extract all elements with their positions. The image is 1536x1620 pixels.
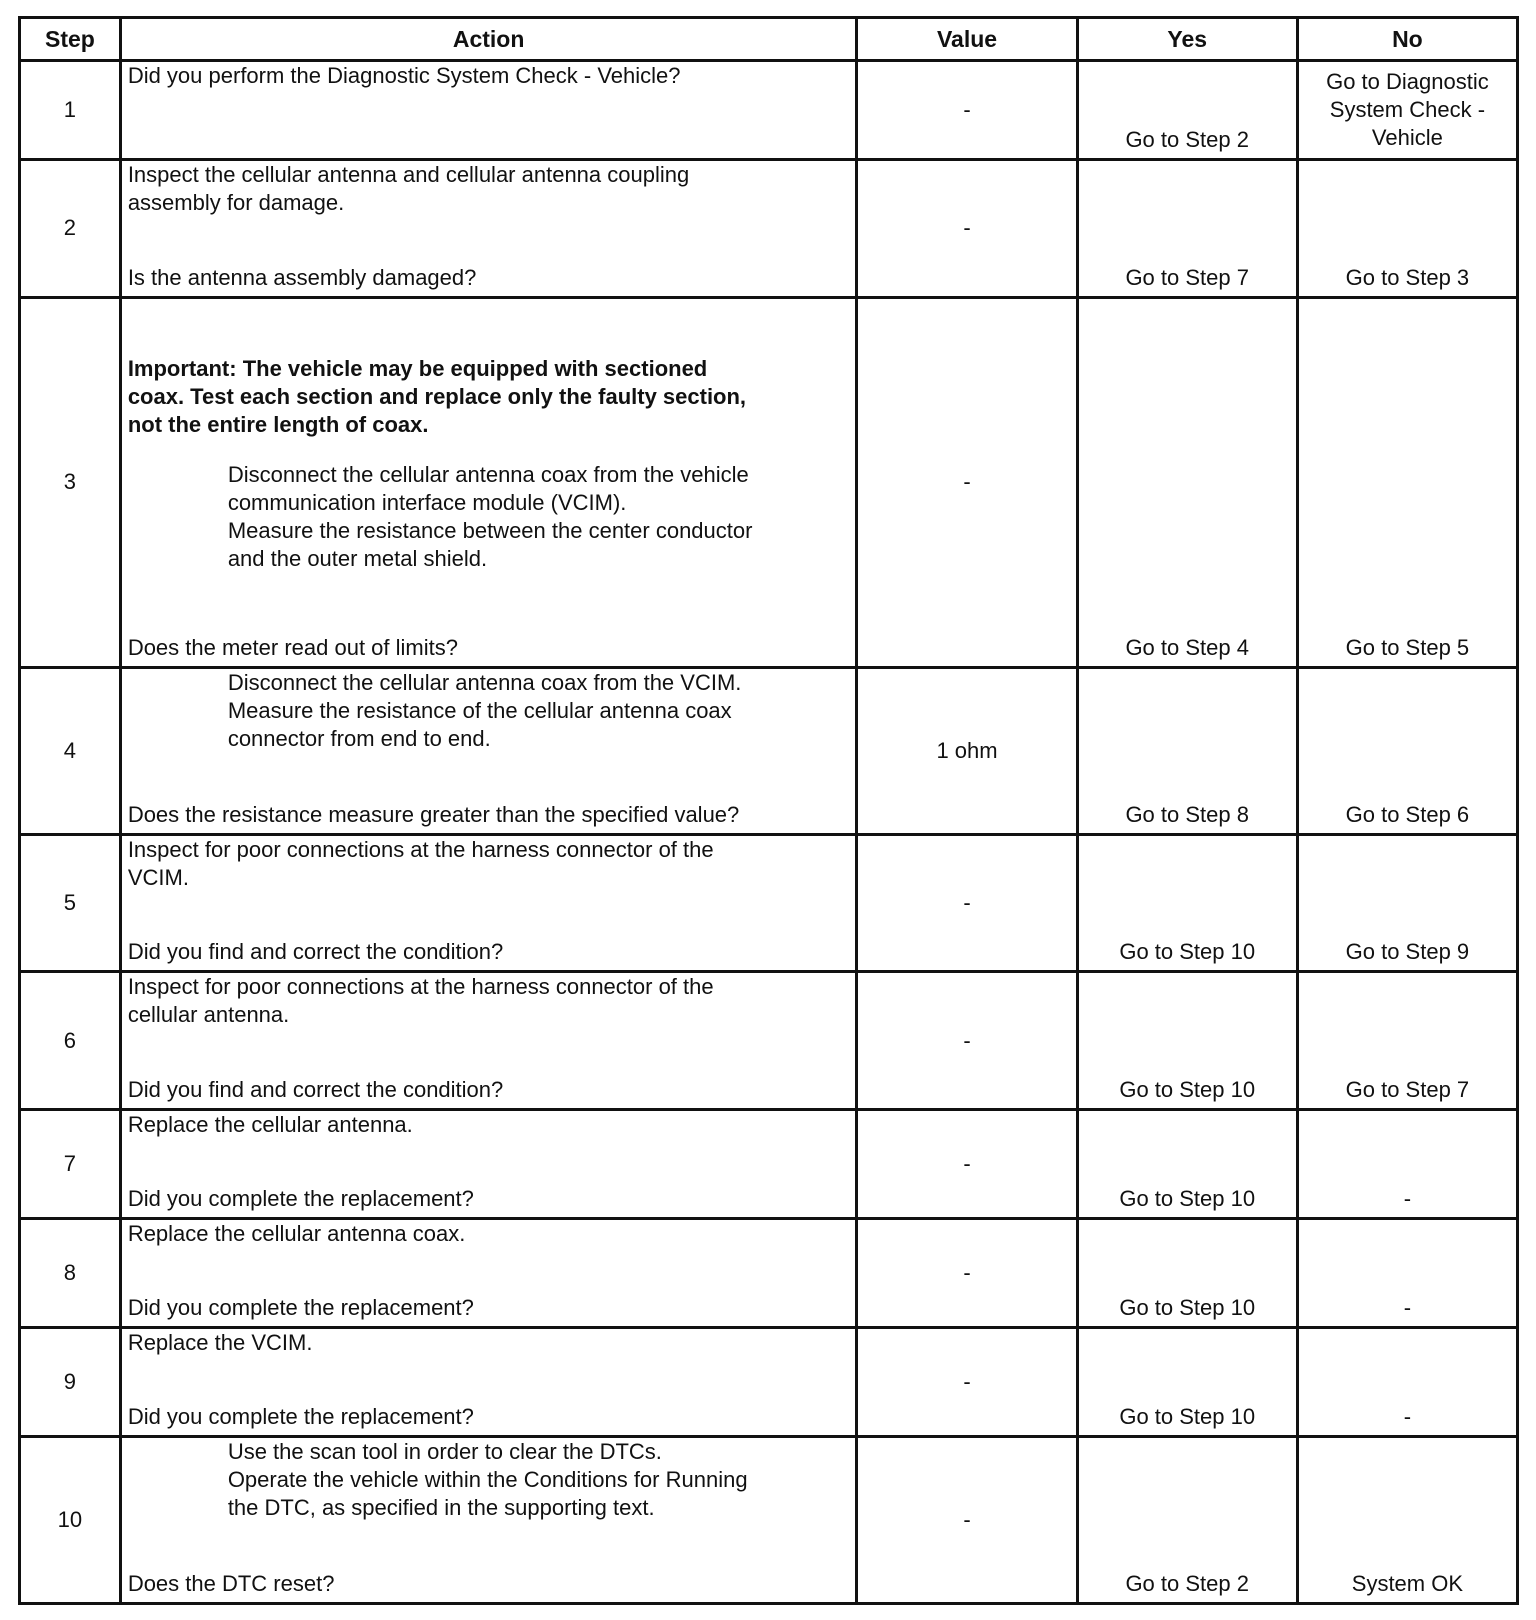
no-text-line: - [1403,1295,1412,1321]
no-text-line: System Check - [1329,96,1486,122]
yes-cell: Go to Step 10 [1077,1219,1297,1328]
table-row [20,834,1518,972]
yes-cell: Go to Step 10 [1077,972,1297,1110]
diagnostic-table [18,16,1519,1605]
table-row [20,1328,1518,1437]
action-cell [120,834,857,972]
table-row [20,972,1518,1110]
action-cell [120,972,857,1110]
action-cell [120,61,857,160]
procedure-steps [128,669,850,753]
yes-cell: Go to Step 10 [1077,1110,1297,1219]
value-cell: - [857,1110,1077,1219]
value-cell: - [857,297,1077,667]
value-cell: - [857,1437,1077,1604]
action-cell [120,1110,857,1219]
value-cell: - [857,61,1077,160]
no-text-line: Go to Step 6 [1345,801,1470,827]
value-cell: - [857,1328,1077,1437]
table-row [20,1110,1518,1219]
no-text-line: - [1403,1186,1412,1212]
important-note-line: not the entire length of coax. [127,411,429,437]
no-cell [1297,1328,1517,1437]
action-question: Did you complete the replacement? [127,1186,474,1212]
procedure-step-line: Operate the vehicle within the Conditions for Running [227,1467,748,1493]
action-cell [120,667,857,834]
procedure-step-line: Disconnect the cellular antenna coax from the VCIM. [227,669,742,695]
no-text-line: Go to Step 7 [1345,1077,1470,1103]
step-number: 7 [20,1110,121,1219]
no-cell [1297,297,1517,667]
no-text-line: - [1403,1404,1412,1430]
yes-column-header: Yes [1077,18,1297,61]
no-cell [1297,834,1517,972]
no-cell [1297,61,1517,160]
yes-cell: Go to Step 2 [1077,1437,1297,1604]
table-row [20,61,1518,160]
yes-cell: Go to Step 7 [1077,159,1297,297]
yes-cell: Go to Step 10 [1077,834,1297,972]
action-cell [120,1219,857,1328]
action-question: Does the meter read out of limits? [127,634,458,660]
no-text-line: Vehicle [1371,124,1443,150]
action-question: Did you complete the replacement? [127,1404,474,1430]
action-question: Did you find and correct the condition? [127,1077,504,1103]
table-row [20,159,1518,297]
table-row [20,667,1518,834]
action-cell [120,297,857,667]
procedure-step-line: Disconnect the cellular antenna coax from the vehicle [227,461,749,487]
yes-cell: Go to Step 8 [1077,667,1297,834]
step-column-header: Step [20,18,121,61]
action-question: Did you find and correct the condition? [127,939,504,965]
yes-cell: Go to Step 4 [1077,297,1297,667]
no-text-line: Go to Step 9 [1345,939,1470,965]
step-number: 3 [20,297,121,667]
step-number: 5 [20,834,121,972]
table-header-row [20,18,1518,61]
procedure-step-line: Measure the resistance of the cellular antenna coax [227,697,732,723]
step-number: 4 [20,667,121,834]
value-cell: - [857,972,1077,1110]
action-question: Does the resistance measure greater than the specified value? [127,801,740,827]
action-question: Did you complete the replacement? [127,1295,474,1321]
action-cell [120,1437,857,1604]
procedure-step-line: the DTC, as specified in the supporting text. [227,1495,655,1521]
step-number: 9 [20,1328,121,1437]
no-cell [1297,1110,1517,1219]
action-text-line: VCIM. [127,864,189,890]
no-cell [1297,159,1517,297]
value-cell: 1 ohm [857,667,1077,834]
action-text-line: Inspect for poor connections at the harness connector of the [127,836,714,862]
no-column-header: No [1297,18,1517,61]
action-text-line: Replace the VCIM. [127,1330,313,1356]
no-cell [1297,1437,1517,1604]
procedure-step-line: communication interface module (VCIM). [227,489,627,515]
table-row [20,1437,1518,1604]
step-number: 6 [20,972,121,1110]
procedure-step-line: Use the scan tool in order to clear the DTCs. [227,1439,662,1465]
value-cell: - [857,159,1077,297]
important-note-line: Important: The vehicle may be equipped with sectioned [127,355,708,381]
step-number: 1 [20,61,121,160]
yes-cell: Go to Step 10 [1077,1328,1297,1437]
procedure-steps [128,1438,850,1522]
procedure-step-line: connector from end to end. [227,725,491,751]
action-text-line: Replace the cellular antenna. [127,1112,413,1138]
action-text-line: assembly for damage. [127,189,345,215]
value-column-header: Value [857,18,1077,61]
value-cell: - [857,834,1077,972]
table-row [20,1219,1518,1328]
action-text-line: cellular antenna. [127,1002,290,1028]
action-cell [120,159,857,297]
action-column-header: Action [120,18,857,61]
step-number: 10 [20,1437,121,1604]
action-question: Is the antenna assembly damaged? [127,264,477,290]
no-cell [1297,1219,1517,1328]
action-text-line: Inspect the cellular antenna and cellular antenna coupling [127,161,690,187]
action-text-line: Inspect for poor connections at the harness connector of the [127,974,714,1000]
no-text-line: Go to Step 3 [1345,264,1470,290]
action-text-line: Replace the cellular antenna coax. [127,1221,466,1247]
action-text-line: Did you perform the Diagnostic System Check - Vehicle? [127,63,681,88]
step-number: 2 [20,159,121,297]
no-text-line: Go to Diagnostic [1326,68,1489,94]
yes-cell: Go to Step 2 [1077,61,1297,160]
action-cell [120,1328,857,1437]
step-number: 8 [20,1219,121,1328]
no-cell [1297,972,1517,1110]
no-text-line: System OK [1351,1571,1464,1596]
procedure-steps [128,461,850,573]
no-cell [1297,667,1517,834]
important-note-line: coax. Test each section and replace only the faulty section, [127,383,747,409]
no-text-line: Go to Step 5 [1345,634,1470,660]
action-question: Does the DTC reset? [127,1571,335,1596]
important-note [128,355,850,439]
procedure-step-line: and the outer metal shield. [227,545,488,571]
table-row [20,297,1518,667]
value-cell: - [857,1219,1077,1328]
procedure-step-line: Measure the resistance between the center conductor [227,517,753,543]
